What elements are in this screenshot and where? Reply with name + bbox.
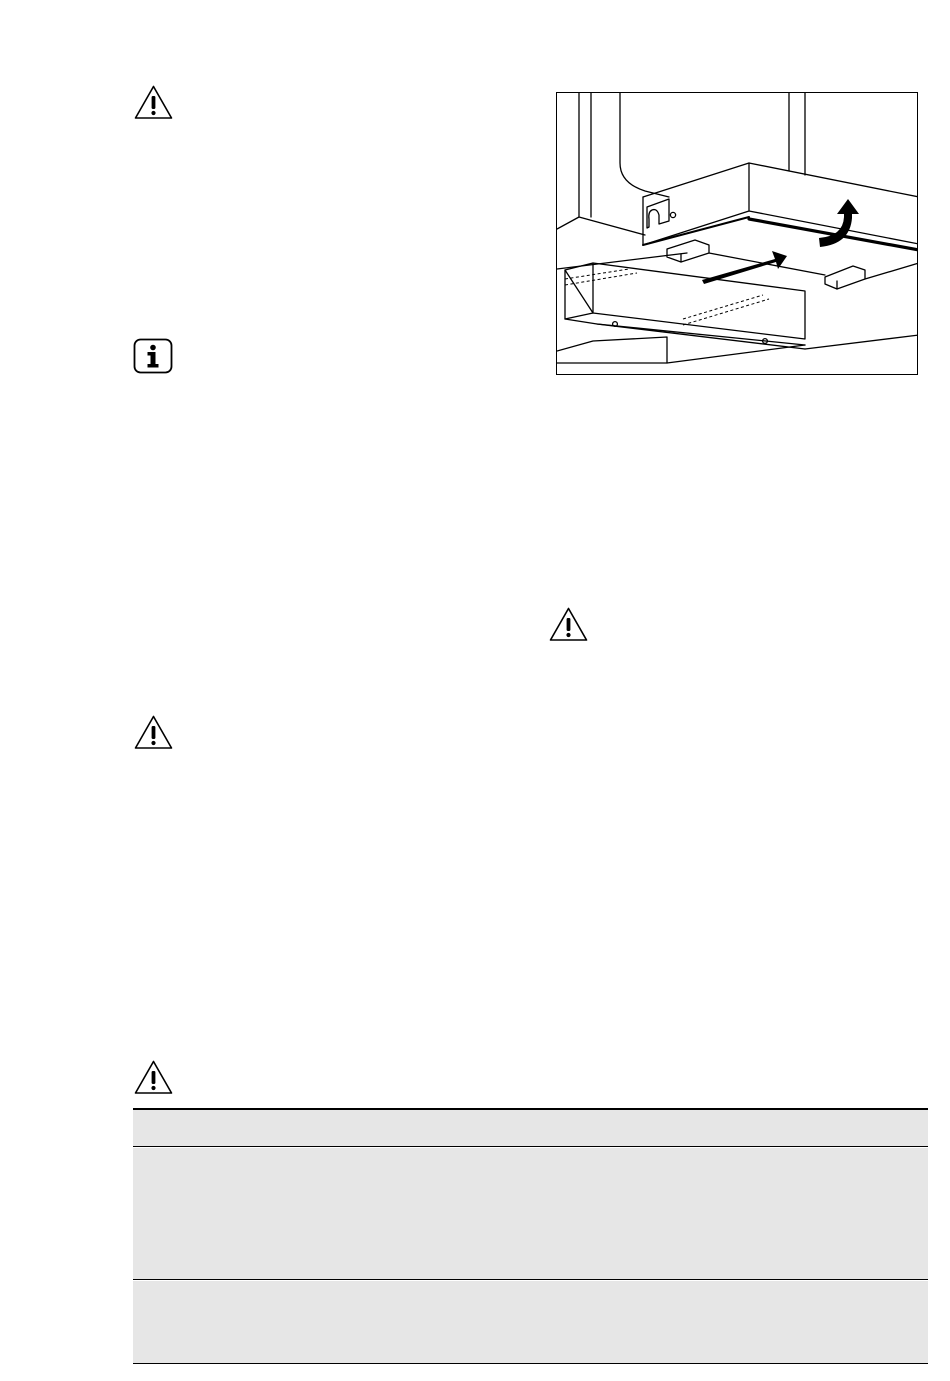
warning-icon	[548, 606, 589, 643]
installation-illustration	[556, 92, 918, 375]
table-row-divider	[133, 1146, 928, 1147]
warning-icon	[133, 1059, 174, 1096]
info-icon	[133, 338, 173, 374]
table-row	[133, 1281, 928, 1363]
table-top-rule	[133, 1108, 928, 1110]
table-row-divider	[133, 1279, 928, 1280]
data-table	[133, 1108, 928, 1364]
warning-icon	[133, 84, 174, 121]
table-bottom-rule	[133, 1363, 928, 1364]
warning-icon	[133, 714, 174, 751]
table-header-row	[133, 1110, 928, 1146]
table-row	[133, 1148, 928, 1279]
